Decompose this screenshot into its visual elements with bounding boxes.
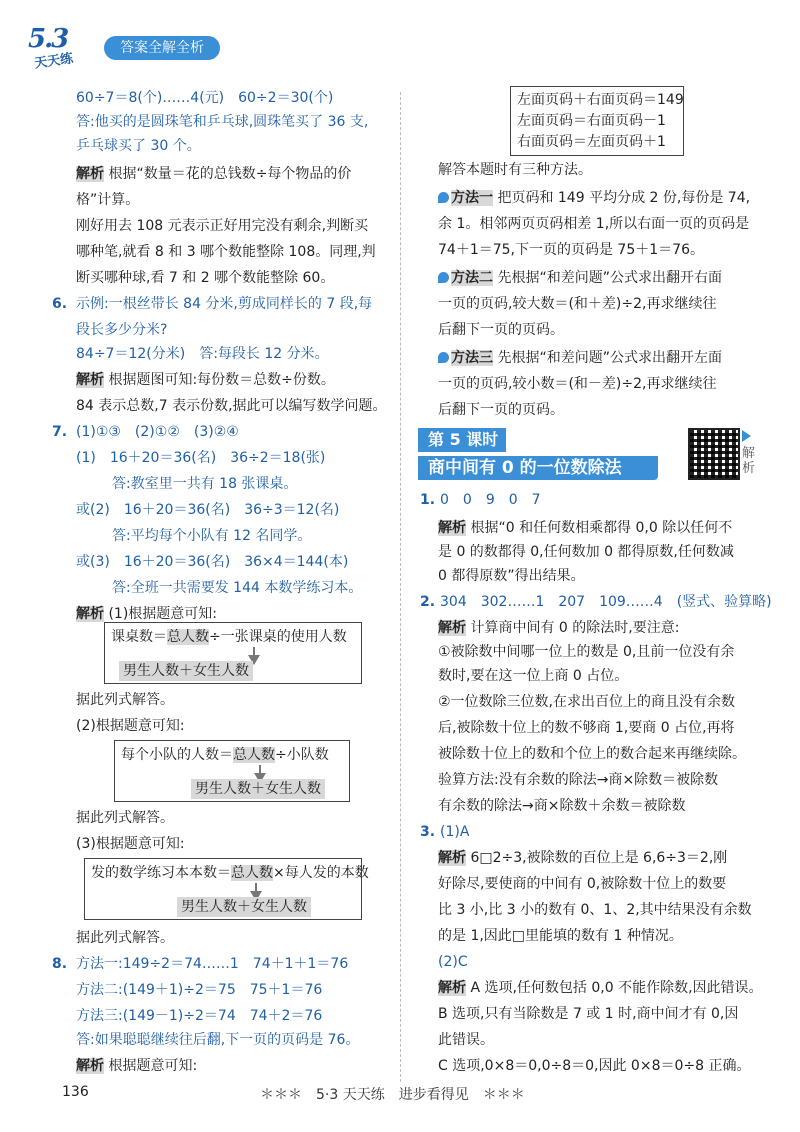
analysis-text: 计算商中间有 0 的除法时,要注意: bbox=[470, 620, 680, 636]
answer-line: (2)C bbox=[438, 954, 468, 970]
page-relation-box: 左面页码＋右面页码＝149 左面页码＝右面页码－1 右面页码＝左面页码＋1 bbox=[510, 86, 684, 156]
qr-label: 解析 bbox=[742, 446, 756, 476]
analysis-text: 据此列式解答。 bbox=[76, 810, 174, 826]
method-label: 方法一 bbox=[451, 190, 493, 206]
answer-line: 84÷7＝12(分米) 答:每段长 12 分米。 bbox=[76, 346, 329, 362]
analysis-label: 解析 bbox=[76, 372, 104, 388]
analysis-text: 格”计算。 bbox=[76, 192, 140, 208]
analysis-text: ②一位数除三位数,在求出百位上的商且没有余数 bbox=[438, 694, 735, 710]
answer-line: (1) 16＋20＝36(名) 36÷2＝18(张) bbox=[76, 450, 326, 466]
analysis-text: 一页的页码,较大数＝(和＋差)÷2,再求继续往 bbox=[438, 296, 717, 312]
analysis-text: (2)根据题意可知: bbox=[76, 718, 185, 734]
answer-line: 304 302……1 207 109……4 (竖式、验算略) bbox=[440, 594, 772, 610]
analysis-text: 是 0 的数都得 0,任何数加 0 都得原数,任何数减 bbox=[438, 544, 734, 560]
answer-line: 答:全班一共需要发 144 本数学练习本。 bbox=[112, 580, 363, 596]
column-divider bbox=[400, 92, 401, 1082]
analysis-text: 后,被除数十位上的数不够商 1,要商 0 占位,再将 bbox=[438, 720, 735, 736]
question-number: 3. bbox=[420, 824, 436, 840]
section-tag: 答案全解全析 bbox=[104, 36, 220, 60]
answer-line: 方法二:(149＋1)÷2＝75 75＋1＝76 bbox=[76, 982, 323, 998]
analysis-label: 解析 bbox=[76, 1058, 104, 1074]
analysis-text: 余 1。相邻两页页码相差 1,所以右面一页的页码是 bbox=[438, 216, 750, 232]
analysis-text: (3)根据题意可知: bbox=[76, 836, 185, 852]
analysis-label: 解析 bbox=[438, 620, 466, 636]
analysis-text: 后翻下一页的页码。 bbox=[438, 322, 564, 338]
analysis-text: 被除数十位上的数和个位上的数合起来再继续除。 bbox=[438, 746, 746, 762]
analysis-text: 根据题意可知: bbox=[108, 1058, 198, 1074]
analysis-text: 比 3 小,比 3 小的数有 0、1、2,其中结果没有余数 bbox=[438, 902, 752, 918]
answer-line: 或(2) 16＋20＝36(名) 36÷3＝12(名) bbox=[76, 502, 340, 518]
analysis-text: C 选项,0×8＝0,0÷8＝0,因此 0×8＝0÷8 正确。 bbox=[438, 1058, 751, 1074]
footer-slogan: ＊＊＊ 5·3 天天练 进步看得见 ＊＊＊ bbox=[260, 1087, 525, 1103]
analysis-text: 0 都得原数”得出结果。 bbox=[438, 568, 585, 584]
lesson-title: 商中间有 0 的一位数除法 bbox=[418, 456, 658, 480]
analysis-text: 84 表示总数,7 表示份数,据此可以编写数学问题。 bbox=[76, 398, 387, 414]
analysis-label: 解析 bbox=[76, 166, 104, 182]
analysis-text: 根据题图可知:每份数＝总数÷份数。 bbox=[108, 372, 335, 388]
lesson-number: 第 5 课时 bbox=[418, 428, 506, 452]
answer-line: 答:教室里一共有 18 张课桌。 bbox=[112, 476, 298, 492]
analysis-text: 好除尽,要使商的中间有 0,被除数十位上的数要 bbox=[438, 876, 727, 892]
page-number: 136 bbox=[62, 1084, 89, 1100]
analysis-text: 有余数的除法→商×除数＋余数＝被除数 bbox=[438, 798, 686, 814]
analysis-text: 先根据“和差问题”公式求出翻开左面 bbox=[497, 350, 722, 366]
logo-number: 5.3 bbox=[28, 24, 68, 54]
brand-logo bbox=[26, 24, 96, 72]
analysis-text: 先根据“和差问题”公式求出翻开右面 bbox=[497, 270, 722, 286]
analysis-text: 根据“数量＝花的总钱数÷每个物品的价 bbox=[108, 166, 352, 182]
analysis-text: 6□2÷3,被除数的百位上是 6,6÷3＝2,刚 bbox=[470, 850, 728, 866]
analysis-text: 哪种笔,就看 8 和 3 哪个数能整除 108。同理,判 bbox=[76, 244, 376, 260]
question-number: 1. bbox=[420, 492, 436, 508]
analysis-text: 断买哪种球,看 7 和 2 哪个数能整除 60。 bbox=[76, 270, 335, 286]
question-number: 7. bbox=[52, 424, 68, 440]
method-label: 方法三 bbox=[451, 350, 493, 366]
analysis-label: 解析 bbox=[438, 850, 466, 866]
method-bubble-icon bbox=[438, 272, 449, 283]
analysis-text: (1)根据题意可知: bbox=[108, 606, 218, 622]
method-label: 方法二 bbox=[451, 270, 493, 286]
analysis-text: 根据“0 和任何数相乘都得 0,0 除以任何不 bbox=[470, 520, 733, 536]
analysis-text: 把页码和 149 平均分成 2 份,每份是 74, bbox=[497, 190, 751, 206]
question-number: 2. bbox=[420, 594, 436, 610]
analysis-text: A 选项,任何数包括 0,0 不能作除数,因此错误。 bbox=[470, 980, 763, 996]
question-number: 6. bbox=[52, 296, 68, 312]
analysis-text: 解答本题时有三种方法。 bbox=[438, 162, 592, 178]
analysis-text: ①被除数中间哪一位上的数是 0,且前一位没有余 bbox=[438, 644, 735, 660]
answer-line: 答:如果聪聪继续往后翻,下一页的页码是 76。 bbox=[76, 1032, 360, 1048]
analysis-text: 刚好用去 108 元表示正好用完没有剩余,判断买 bbox=[76, 218, 369, 234]
answer-line: 或(3) 16＋20＝36(名) 36×4＝144(本) bbox=[76, 554, 349, 570]
analysis-text: 一页的页码,较小数＝(和－差)÷2,再求继续往 bbox=[438, 376, 717, 392]
answer-line: 答:他买的是圆珠笔和乒乓球,圆珠笔买了 36 支, bbox=[76, 114, 369, 130]
analysis-text: 验算方法:没有余数的除法→商×除数＝被除数 bbox=[438, 772, 719, 788]
analysis-label: 解析 bbox=[76, 606, 104, 622]
method-bubble-icon bbox=[438, 192, 449, 203]
answer-line: (1)A bbox=[440, 824, 470, 840]
answer-line: 方法三:(149－1)÷2＝74 74＋2＝76 bbox=[76, 1008, 323, 1024]
analysis-label: 解析 bbox=[438, 520, 466, 536]
answer-line: 段长多少分米? bbox=[76, 322, 168, 338]
analysis-text: B 选项,只有当除数是 7 或 1 时,商中间才有 0,因 bbox=[438, 1006, 739, 1022]
answer-line: 示例:一根丝带长 84 分米,剪成同样长的 7 段,每 bbox=[76, 296, 373, 312]
answer-line: 60÷7＝8(个)……4(元) 60÷2＝30(个) bbox=[76, 90, 334, 106]
formula-box: 每个小队的人数＝总人数÷小队数 男生人数＋女生人数 bbox=[114, 740, 350, 802]
analysis-label: 解析 bbox=[438, 980, 466, 996]
play-icon[interactable] bbox=[742, 430, 751, 442]
analysis-text: 的是 1,因此□里能填的数有 1 种情况。 bbox=[438, 928, 683, 944]
analysis-text: 据此列式解答。 bbox=[76, 692, 174, 708]
answer-line: 0 0 9 0 7 bbox=[440, 492, 541, 508]
answer-line: 乒乓球买了 30 个。 bbox=[76, 138, 201, 154]
formula-box: 发的数学练习本本数＝总人数×每人发的本数 男生人数＋女生人数 bbox=[84, 858, 362, 920]
analysis-text: 后翻下一页的页码。 bbox=[438, 402, 564, 418]
question-number: 8. bbox=[52, 956, 68, 972]
analysis-text: 据此列式解答。 bbox=[76, 930, 174, 946]
answer-line: 方法一:149÷2＝74……1 74＋1＋1＝76 bbox=[76, 956, 349, 972]
answer-line: 答:平均每个小队有 12 名同学。 bbox=[112, 528, 312, 544]
qr-code-icon[interactable] bbox=[688, 428, 740, 480]
analysis-text: 此错误。 bbox=[438, 1032, 494, 1048]
method-bubble-icon bbox=[438, 352, 449, 363]
analysis-text: 数时,要在这一位上商 0 占位。 bbox=[438, 668, 629, 684]
formula-box: 课桌数＝总人数÷一张课桌的使用人数 男生人数＋女生人数 bbox=[104, 622, 362, 684]
logo-text: 天天练 bbox=[33, 51, 75, 72]
answer-line: (1)①③ (2)①② (3)②④ bbox=[76, 424, 239, 440]
analysis-text: 74＋1＝75,下一页的页码是 75＋1＝76。 bbox=[438, 242, 704, 258]
